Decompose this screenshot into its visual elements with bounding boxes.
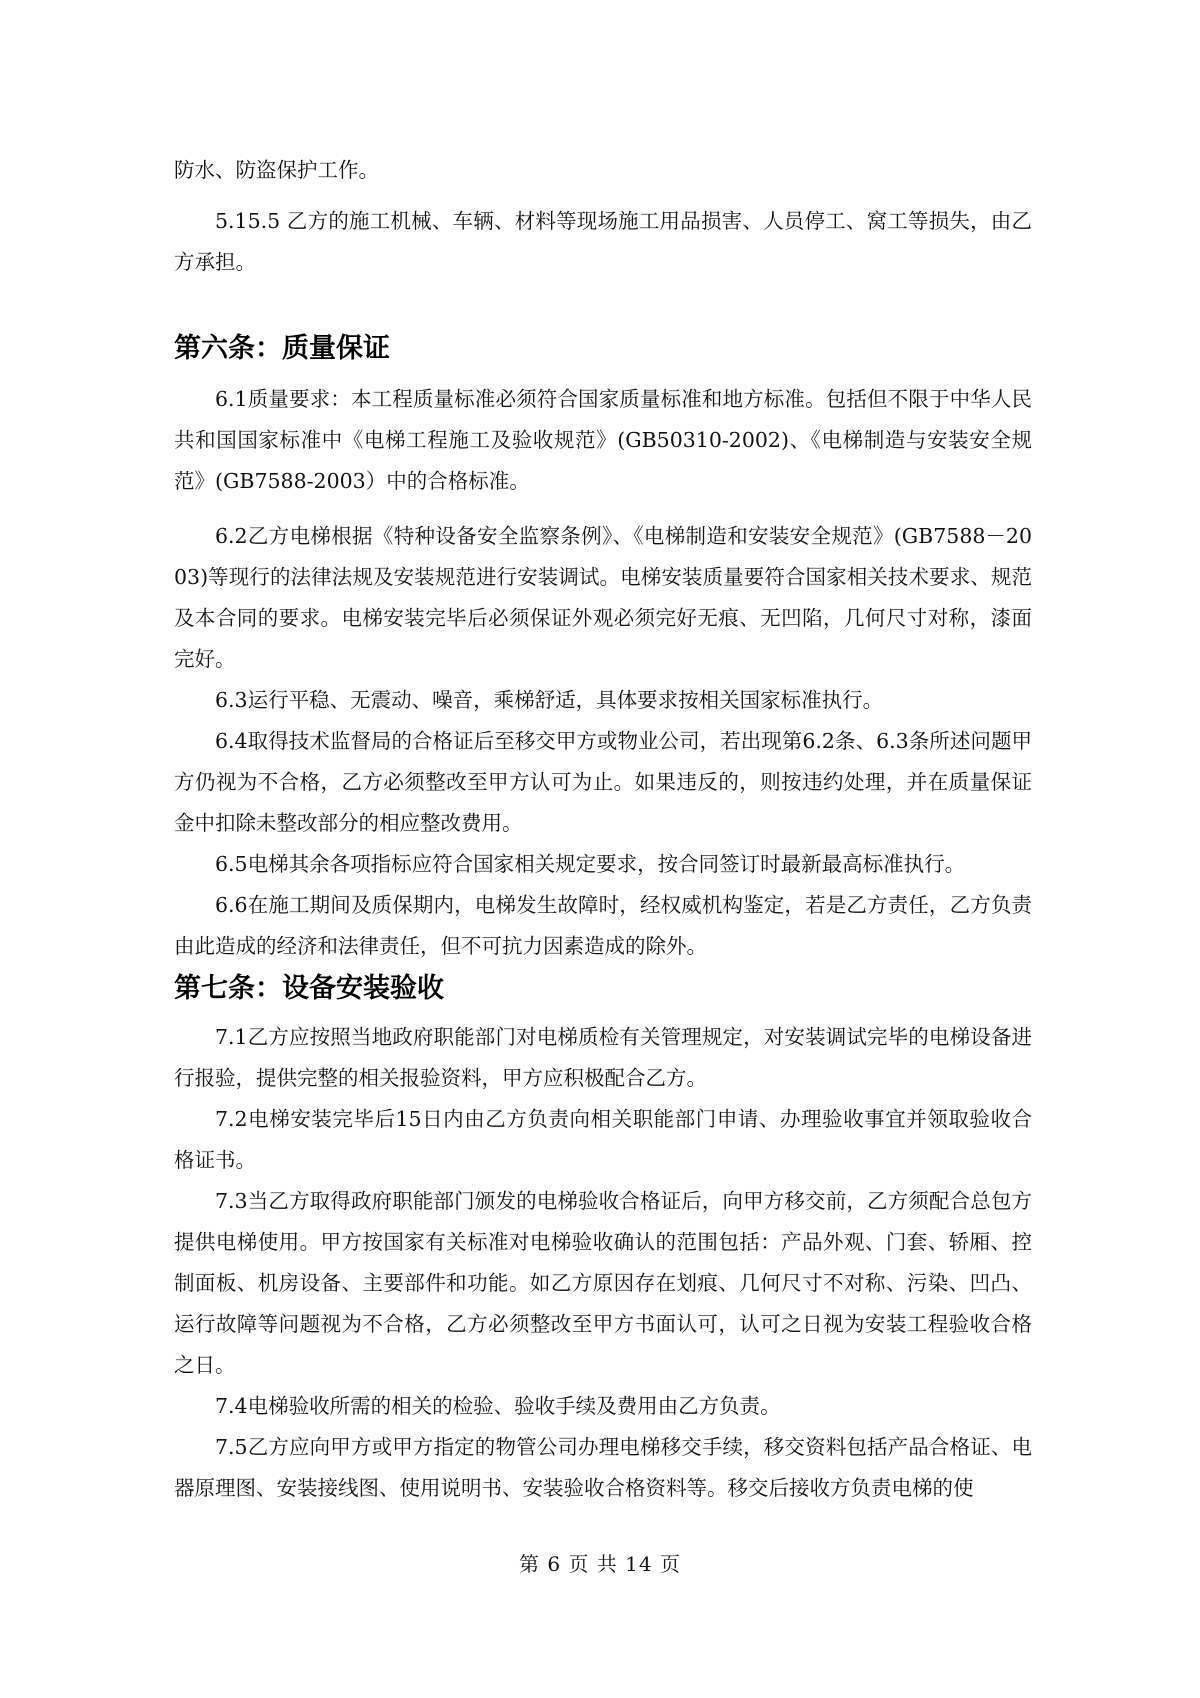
paragraph-6-1: 6.1质量要求：本工程质量标准必须符合国家质量标准和地方标准。包括但不限于中华人民共和国国家标准中《电梯工程施工及验收规范》(GB50310-2002)、《电梯制造与安装安全规范》(GB7588-2003）中的合格标准。 [174,387,1032,493]
paragraph-7-4: 7.4电梯验收所需的相关的检验、验收手续及费用由乙方负责。 [215,1394,781,1418]
paragraph-6-2: 6.2乙方电梯根据《特种设备安全监察条例》、《电梯制造和安装安全规范》(GB7588－2003)等现行的法律法规及安装规范进行安装调试。电梯安装质量要符合国家相关技术要求、规范及本合同的要求。电梯安装完毕后必须保证外观必须完好无痕、无凹陷，几何尺寸对称，漆面完好。 [174,524,1032,671]
paragraph-7-3: 7.3当乙方取得政府职能部门颁发的电梯验收合格证后，向甲方移交前，乙方须配合总包方提供电梯使用。甲方按国家有关标准对电梯验收确认的范围包括：产品外观、门套、轿厢、控制面板、机房设备、主要部件和功能。如乙方原因存在划痕、几何尺寸不对称、污染、凹凸、运行故障等问题视为不合格，乙方必须整改至甲方书面认可，认可之日视为安装工程验收合格之日。 [174,1189,1032,1377]
section-6-heading: 第六条：质量保证 [174,333,390,364]
section-7-heading: 第七条：设备安装验收 [174,973,444,1004]
paragraph-7-5: 7.5乙方应向甲方或甲方指定的物管公司办理电梯移交手续，移交资料包括产品合格证、电器原理图、安装接线图、使用说明书、安装验收合格资料等。移交后接收方负责电梯的使 [174,1435,1032,1500]
paragraph-7-1: 7.1乙方应按照当地政府职能部门对电梯质检有关管理规定，对安装调试完毕的电梯设备进行报验，提供完整的相关报验资料，甲方应积极配合乙方。 [174,1025,1032,1090]
paragraph-6-3: 6.3运行平稳、无震动、噪音，乘梯舒适，具体要求按相关国家标准执行。 [215,688,884,712]
paragraph-continuation: 防水、防盗保护工作。 [174,158,379,182]
paragraph-6-4: 6.4取得技术监督局的合格证后至移交甲方或物业公司，若出现第6.2条、6.3条所述问题甲方仍视为不合格，乙方必须整改至甲方认可为止。如果违反的，则按违约处理，并在质量保证金中扣除未整改部分的相应整改费用。 [174,729,1032,835]
paragraph-6-5: 6.5电梯其余各项指标应符合国家相关规定要求，按合同签订时最新最高标准执行。 [215,852,966,876]
paragraph-5-15-5: 5.15.5 乙方的施工机械、车辆、材料等现场施工用品损害、人员停工、窝工等损失，由乙方承担。 [174,209,1032,274]
paragraph-7-2: 7.2电梯安装完毕后15日内由乙方负责向相关职能部门申请、办理验收事宜并领取验收合格证书。 [174,1107,1032,1172]
page-body [174,150,1032,1509]
page-number-footer: 第 6 页 共 14 页 [519,1552,681,1576]
paragraph-6-6: 6.6在施工期间及质保期内，电梯发生故障时，经权威机构鉴定，若是乙方责任，乙方负责由此造成的经济和法律责任，但不可抗力因素造成的除外。 [174,893,1032,958]
